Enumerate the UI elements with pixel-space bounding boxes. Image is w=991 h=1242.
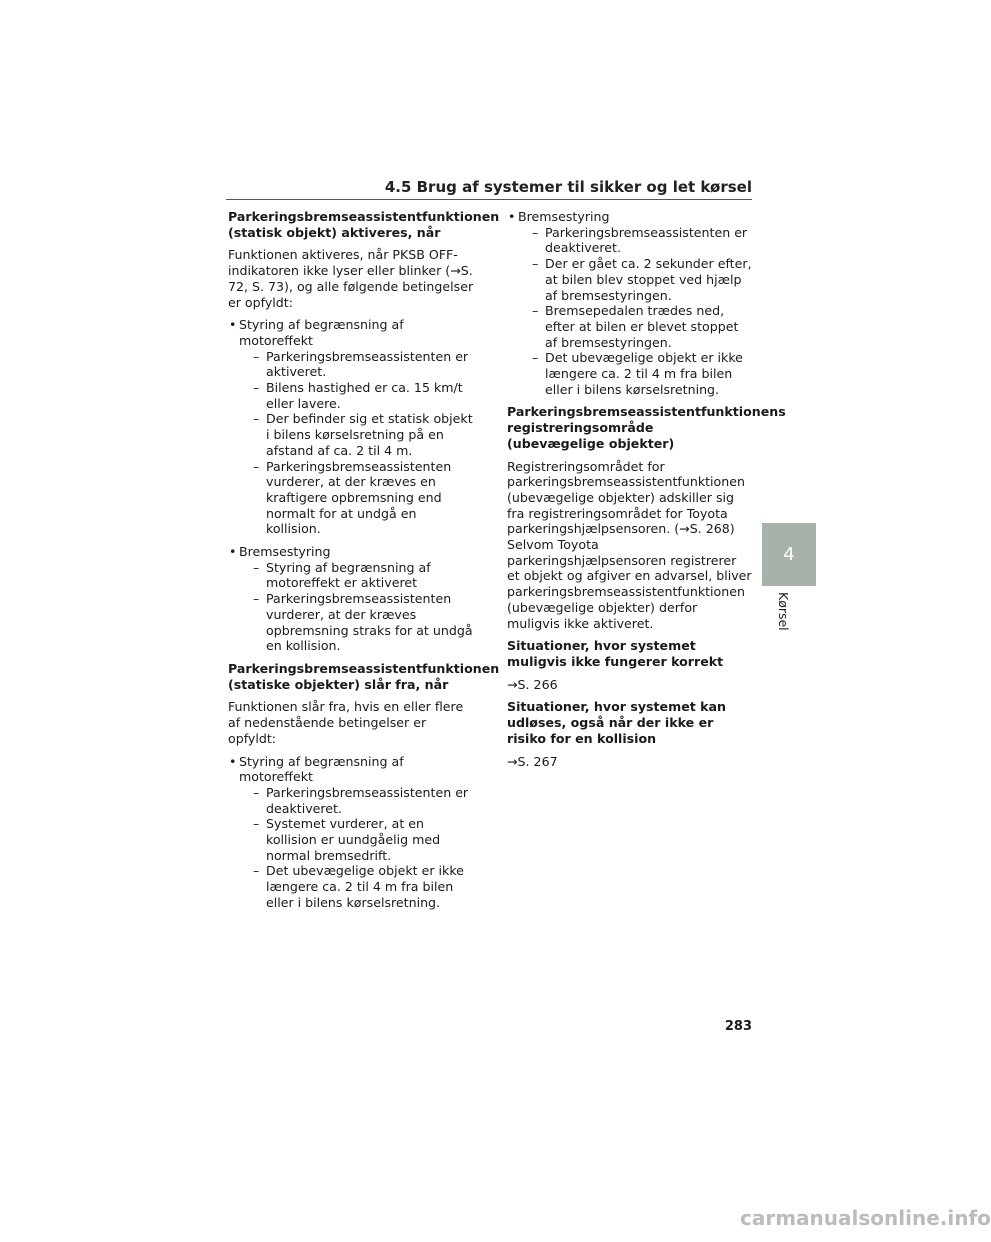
bullet-label: • Styring af begrænsning af motoreffekt: [239, 317, 404, 348]
bullet-engine-output-off: [228, 754, 474, 911]
section-heading-detection-area: Parkeringsbremseassistentfunktionens registreringsområde (ubevægelige objekter): [507, 404, 786, 451]
sub-item: – Parkeringsbremseassistenten er aktiveret.: [253, 348, 469, 380]
sub-item: – Der er gået ca. 2 sekunder efter, at bilen blev stoppet ved hjælp af bremsestyringen.: [532, 256, 752, 303]
sub-item: – Systemet vurderer, at en kollision er uundgåelig med normal bremsedrift.: [253, 816, 441, 863]
chapter-tab: 4: [762, 523, 816, 586]
sub-item: – Styring af begrænsning af motoreffekt er aktiveret: [253, 559, 431, 591]
sub-item: – Det ubevægelige objekt er ikke længere ca. 2 til 4 m fra bilen eller i bilens kørselsretning.: [532, 350, 743, 397]
paragraph-deactivation: Funktionen slår fra, hvis en eller flere af nedenstående betingelser er opfyldt:: [228, 699, 464, 746]
left-column: [228, 209, 500, 918]
section-heading-false-trigger: Situationer, hvor systemet kan udløses, også når der ikke er risiko for en kollision: [507, 699, 726, 746]
sub-item: – Bilens hastighed er ca. 15 km/t eller lavere.: [253, 380, 463, 411]
bullet-label: • Styring af begrænsning af motoreffekt: [239, 753, 404, 785]
sub-item: – Parkeringsbremseassistenten vurderer, at der kræves opbremsning straks for at undgå en kollision.: [253, 591, 473, 654]
bullet-label: • Bremsestyring: [518, 209, 610, 224]
sub-item: – Det ubevægelige objekt er ikke længere ca. 2 til 4 m fra bilen eller i bilens kørselsretning.: [253, 863, 464, 910]
sub-item: – Parkeringsbremseassistenten er deaktiveret.: [253, 784, 469, 816]
page-header-title: 4.5 Brug af systemer til sikker og let kørsel: [384, 178, 752, 196]
paragraph-detection-area: Registreringsområdet for parkeringsbremseassistentfunktionen (ubevægelige objekter) adskiller sig fra registreringsområdet for Toyota parkeringshjælpsensoren. (→S. 268) Selvom Toyota parkeringshjælpsensoren registrerer et objekt og afgiver en advarsel, bliver parkeringsbremseassistentfunktionen (ubevægelige objekter) derfor muligvis ikke aktiveret.: [507, 458, 752, 631]
bullet-brake-control: [228, 544, 474, 654]
sub-item: – Der befinder sig et statisk objekt i bilens kørselsretning på en afstand af ca. 2 til 4 m.: [253, 411, 473, 458]
sub-item: – Bremsepedalen trædes ned, efter at bilen er blevet stoppet af bremsestyringen.: [532, 303, 739, 350]
sub-item: – Parkeringsbremseassistenten vurderer, at der kræves en kraftigere opbremsning end normalt for at undgå en kollision.: [253, 458, 452, 537]
chapter-label: Kørsel: [776, 592, 791, 631]
bullet-label: • Bremsestyring: [239, 544, 331, 560]
bullet-brake-control-off: [507, 209, 753, 397]
paragraph-activation: Funktionen aktiveres, når PKSB OFF-indikatoren ikke lyser eller blinker (→S. 72, S. 73), og alle følgende betingelser er opfyldt:: [228, 247, 474, 310]
bullet-engine-output: [228, 317, 474, 537]
right-column: [507, 209, 786, 776]
section-heading-activation: Parkeringsbremseassistentfunktionen (statisk objekt) aktiveres, når: [228, 209, 500, 240]
page-reference-link[interactable]: →S. 267: [507, 753, 558, 769]
sub-item: – Parkeringsbremseassistenten er deaktiveret.: [532, 224, 748, 256]
section-heading-deactivation: Parkeringsbremseassistentfunktionen (statiske objekter) slår fra, når: [228, 660, 500, 692]
watermark: carmanualsonline.info: [740, 1206, 991, 1230]
page-number: 283: [724, 1019, 752, 1034]
section-heading-malfunction: Situationer, hvor systemet muligvis ikke fungerer korrekt: [507, 638, 724, 669]
page-reference-link[interactable]: →S. 266: [507, 676, 558, 692]
header-divider: [226, 199, 752, 200]
